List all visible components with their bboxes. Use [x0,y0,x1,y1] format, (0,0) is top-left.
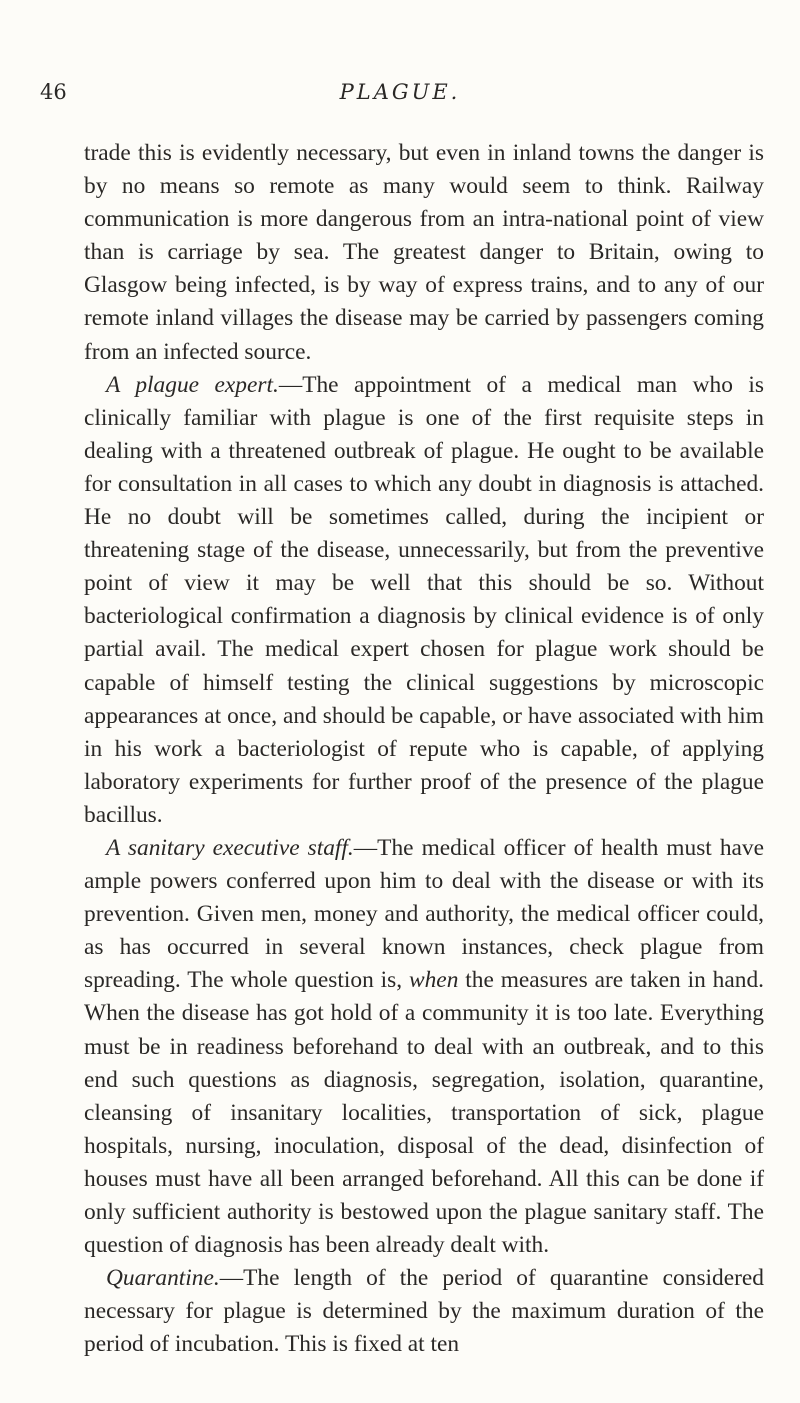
paragraph-text: trade this is evidently necessary, but even in inland towns the danger is by no means so remote as many would seem to think. Railway communication is more dangerous from an intra-national point of view than is carriage by sea. The greatest danger to Britain, owing to Glasgow being infected, is by way of express trains, and to any of our remote inland villages the disease may be carried by passengers coming from an infected source. [84,140,764,365]
page-header [40,80,760,120]
paragraph-sanitary-staff [84,832,764,1262]
section-heading-plague-expert: A plague expert. [106,371,279,398]
running-head: PLAGUE. [339,80,461,104]
section-heading-quarantine: Quarantine. [106,1265,220,1292]
paragraph-text: the measures are taken in hand. When the disease has got hold of a community it is too late. Everything must be in readiness beforehand to deal with an outbreak, and to this end such questions as diagnosis, segregation, isolation, quarantine, cleansing of insanitary localities, transportation of sick, plague hospitals, nursing, inoculation, disposal of the dead, disinfection of houses must have all been arranged beforehand. All this can be done if only sufficient authority is bestowed upon the plague sanitary staff. The question of diagnosis has been already dealt with. [84,967,764,1259]
paragraph-plague-expert [84,369,764,832]
emphasis-when: when [409,967,459,994]
paragraph-text: —The medical officer of health must have ample powers conferred upon him to deal with the disease or with its prevention. Given men, money and authority, the medical officer could, as has occurred in several known instances, check plague from spreading. The whole question is, [84,834,764,994]
page-number: 46 [40,80,67,104]
body-text [84,137,764,1361]
paragraph-intro [84,137,764,369]
paragraph-text: —The appointment of a medical man who is clinically familiar with plague is one of the first requisite steps in dealing with a threatened outbreak of plague. He ought to be available for consultation in all cases to which any doubt in diagnosis is attached. He no doubt will be sometimes called, during the incipient or threatening stage of the disease, unnecessarily, but from the preventive point of view it may be well that this should be so. Without bacteriological confirmation a diagnosis by clinical evidence is of only partial avail. The medical expert chosen for plague work should be capable of himself testing the clinical suggestions by microscopic appearances at once, and should be capable, or have associated with him in his work a bacteriologist of repute who is capable, of applying laboratory experiments for further proof of the presence of the plague bacillus. [84,371,764,828]
section-heading-sanitary-staff: A sanitary executive staff. [106,834,354,861]
paragraph-text: —The length of the period of quarantine considered necessary for plague is determined by the maximum duration of the period of incubation. This is fixed at ten [84,1265,764,1358]
paragraph-quarantine [84,1262,764,1361]
